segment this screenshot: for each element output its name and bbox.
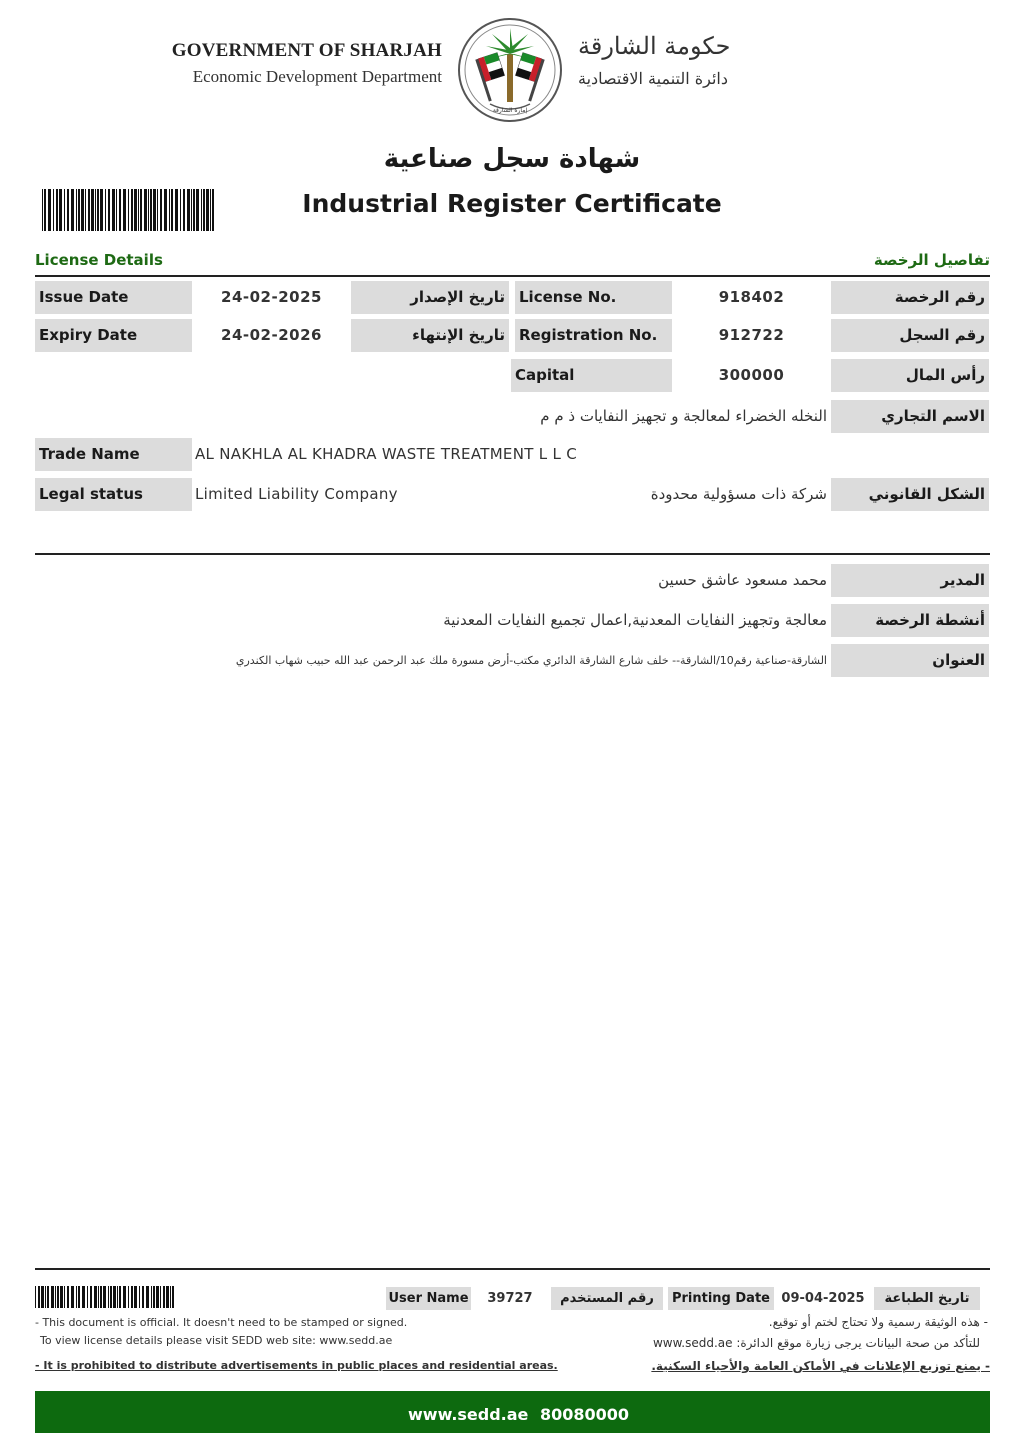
legal-status-value: Limited Liability Company <box>195 485 398 503</box>
barcode-bar <box>180 189 181 231</box>
government-name-ar: حكومة الشارقة <box>578 32 731 60</box>
sharjah-emblem-logo <box>456 16 564 124</box>
barcode-bar <box>139 1286 140 1308</box>
barcode-bar <box>160 1286 161 1308</box>
barcode-bar <box>81 189 84 231</box>
manager-value: محمد مسعود عاشق حسين <box>658 571 827 589</box>
barcode-bar <box>85 189 86 231</box>
capital-label: Capital <box>511 359 672 392</box>
printing-date-label-ar: تاريخ الطباعة <box>874 1287 980 1310</box>
barcode-bar <box>175 189 178 231</box>
website-link[interactable]: www.sedd.ae <box>408 1405 529 1424</box>
barcode-bar <box>206 189 209 231</box>
barcode-bar <box>134 1286 137 1308</box>
barcode-bar <box>82 1286 85 1308</box>
barcode-bar <box>164 189 167 231</box>
legal-status-label: Legal status <box>35 478 192 511</box>
address-value: الشارقة-صناعية رقم10/الشارقة-- خلف شارع الشارقة الدائري مكتب-أرض مسورة ملك عبد الرحمن عبد الله حبيب شهاب الكندري <box>235 654 827 667</box>
section-title-ar: تفاصيل الرخصة <box>873 251 990 269</box>
barcode-bar <box>191 189 192 231</box>
barcode-bar <box>48 189 51 231</box>
registration-no-label-ar: رقم السجل <box>831 319 989 352</box>
section-title-en: License Details <box>35 251 163 269</box>
barcode-bar <box>100 1286 102 1308</box>
barcode-bar <box>131 189 133 231</box>
barcode-bar <box>91 189 94 231</box>
certificate-title-en: Industrial Register Certificate <box>302 189 722 218</box>
barcode-bar <box>71 1286 74 1308</box>
capital-label-ar: رأس المال <box>831 359 989 392</box>
barcode-bar <box>76 189 77 231</box>
barcode-bar <box>76 1286 77 1308</box>
barcode-bar <box>71 189 74 231</box>
note-prohibited-ar: - يمنع توزيع الإعلانات في الأماكن العامة والأحياء السكنية. <box>651 1359 990 1373</box>
divider <box>35 553 990 555</box>
barcode-bar <box>193 189 195 231</box>
expiry-date-value: 24-02-2026 <box>221 326 322 344</box>
barcode-bar <box>51 1286 54 1308</box>
barcode-bar <box>116 189 117 231</box>
barcode-bar <box>166 1286 169 1308</box>
barcode-bar <box>163 1286 165 1308</box>
barcode-bar <box>117 1286 118 1308</box>
barcode-bar <box>183 189 185 231</box>
registration-no-value: 912722 <box>718 326 785 344</box>
issue-date-label-ar: تاريخ الإصدار <box>351 281 509 314</box>
barcode-bottom <box>35 1286 175 1308</box>
barcode-bar <box>78 1286 80 1308</box>
barcode-bar <box>119 189 121 231</box>
barcode-bar <box>212 189 214 231</box>
barcode-bar <box>110 1286 112 1308</box>
barcode-bar <box>153 189 156 231</box>
barcode-bar <box>47 1286 49 1308</box>
barcode-bar <box>203 189 205 231</box>
barcode-bar <box>201 189 202 231</box>
phone-number: 80080000 <box>540 1405 630 1424</box>
barcode-bar <box>108 1286 109 1308</box>
printing-date-value: 09-04-2025 <box>781 1291 865 1306</box>
government-name-en: GOVERNMENT OF SHARJAH <box>171 40 442 61</box>
barcode-bar <box>57 1286 59 1308</box>
activities-label-ar: أنشطة الرخصة <box>831 604 989 637</box>
barcode-bar <box>146 1286 149 1308</box>
barcode-bar <box>97 189 99 231</box>
activities-value: معالجة وتجهيز النفايات المعدنية,اعمال تجميع النفايات المعدنية <box>443 611 827 629</box>
barcode-bar <box>210 189 211 231</box>
barcode-bar <box>134 189 137 231</box>
barcode-bar <box>88 189 90 231</box>
barcode-bar <box>67 189 69 231</box>
barcode-bar <box>64 1286 65 1308</box>
barcode-top <box>42 189 216 231</box>
license-no-label: License No. <box>515 281 672 314</box>
barcode-bar <box>169 189 170 231</box>
user-name-value: 39727 <box>487 1291 533 1306</box>
issue-date-label: Issue Date <box>35 281 192 314</box>
barcode-bar <box>128 189 129 231</box>
department-name-ar: دائرة التنمية الاقتصادية <box>578 69 728 88</box>
note-official-ar: - هذه الوثيقة رسمية ولا تحتاج لختم أو توقيع. <box>768 1315 988 1329</box>
barcode-bar <box>153 1286 155 1308</box>
note-website-en: To view license details please visit SEDD web site: www.sedd.ae <box>40 1334 393 1347</box>
barcode-bar <box>38 1286 40 1308</box>
barcode-bar <box>53 189 54 231</box>
legal-status-ar-value: شركة ذات مسؤولية محدودة <box>650 485 827 503</box>
barcode-bar <box>59 189 62 231</box>
emblem-caption: إمارة الشارقة <box>492 107 528 114</box>
barcode-bar <box>95 189 96 231</box>
barcode-bar <box>196 189 199 231</box>
footer-divider <box>35 1268 990 1270</box>
license-no-label-ar: رقم الرخصة <box>831 281 989 314</box>
barcode-bar <box>98 1286 99 1308</box>
barcode-bar <box>64 189 65 231</box>
manager-label-ar: المدير <box>831 564 989 597</box>
barcode-bar <box>35 1286 36 1308</box>
barcode-bar <box>78 189 80 231</box>
barcode-bar <box>100 189 103 231</box>
barcode-bar <box>150 189 152 231</box>
registration-no-label: Registration No. <box>515 319 672 352</box>
barcode-bar <box>187 189 190 231</box>
barcode-bar <box>131 1286 133 1308</box>
user-name-label-ar: رقم المستخدم <box>551 1287 663 1310</box>
barcode-bar <box>105 189 106 231</box>
trade-name-ar-value: النخله الخضراء لمعالجة و تجهيز النفايات ذ م م <box>540 407 827 425</box>
barcode-bar <box>171 189 173 231</box>
barcode-bar <box>60 1286 63 1308</box>
barcode-bar <box>108 189 110 231</box>
trade-name-value: AL NAKHLA AL KHADRA WASTE TREATMENT L L C <box>195 445 577 463</box>
barcode-bar <box>119 1286 121 1308</box>
barcode-bar <box>128 1286 129 1308</box>
barcode-bar <box>56 189 58 231</box>
barcode-bar <box>113 1286 116 1308</box>
barcode-bar <box>144 189 147 231</box>
barcode-bar <box>94 1286 97 1308</box>
license-no-value: 918402 <box>718 288 785 306</box>
expiry-date-label: Expiry Date <box>35 319 192 352</box>
barcode-bar <box>157 189 158 231</box>
barcode-bar <box>172 1286 174 1308</box>
barcode-bar <box>67 1286 69 1308</box>
issue-date-value: 24-02-2025 <box>221 288 322 306</box>
barcode-bar <box>156 1286 159 1308</box>
barcode-bar <box>138 189 139 231</box>
note-prohibited-en: - It is prohibited to distribute advertisements in public places and residential areas. <box>35 1359 558 1372</box>
note-website-ar: للتأكد من صحة البيانات يرجى زيارة موقع الدائرة: www.sedd.ae <box>652 1336 980 1350</box>
barcode-bar <box>44 189 46 231</box>
barcode-bar <box>123 189 126 231</box>
barcode-bar <box>55 1286 56 1308</box>
barcode-bar <box>160 189 162 231</box>
barcode-bar <box>140 189 142 231</box>
note-official-en: - This document is official. It doesn't need to be stamped or signed. <box>35 1316 408 1329</box>
barcode-bar <box>103 1286 106 1308</box>
trade-name-label: Trade Name <box>35 438 192 471</box>
divider <box>35 275 990 277</box>
barcode-bar <box>142 1286 144 1308</box>
barcode-bar <box>151 1286 152 1308</box>
barcode-bar <box>148 189 149 231</box>
printing-date-label: Printing Date <box>668 1287 774 1310</box>
barcode-bar <box>87 1286 88 1308</box>
capital-value: 300000 <box>718 366 785 384</box>
barcode-bar <box>90 1286 92 1308</box>
legal-status-label-ar: الشكل القانوني <box>831 478 989 511</box>
expiry-date-label-ar: تاريخ الإنتهاء <box>351 319 509 352</box>
barcode-bar <box>170 1286 171 1308</box>
user-name-label: User Name <box>386 1287 471 1310</box>
barcode-bar <box>45 1286 46 1308</box>
barcode-bar <box>123 1286 126 1308</box>
address-label-ar: العنوان <box>831 644 989 677</box>
barcode-bar <box>42 189 43 231</box>
department-name-en: Economic Development Department <box>192 67 442 86</box>
barcode-bar <box>41 1286 44 1308</box>
certificate-title-ar: شهادة سجل صناعية <box>383 144 641 174</box>
trade-name-label-ar: الاسم التجاري <box>831 400 989 433</box>
barcode-bar <box>112 189 115 231</box>
